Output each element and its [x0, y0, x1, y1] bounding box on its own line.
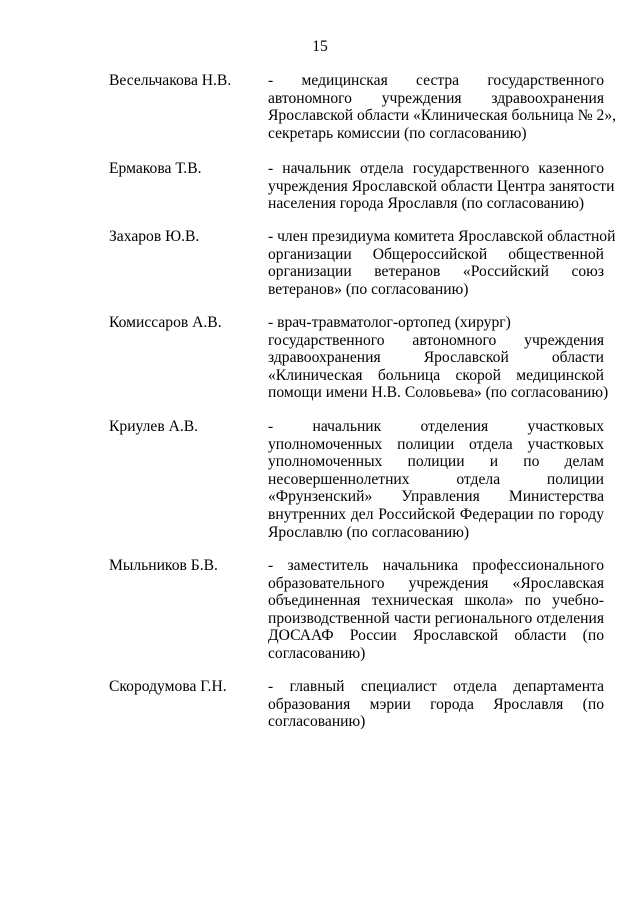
description-line: уполномоченных полиции и по делам: [268, 453, 604, 471]
member-description: [268, 418, 604, 541]
member-name: Скородумова Г.Н.: [109, 678, 227, 695]
description-line: учреждения Ярославской области Центра занятости: [268, 177, 615, 195]
description-line: - медицинская сестра государственного: [268, 72, 604, 89]
description-line: уполномоченных полиции отдела участковых: [268, 435, 604, 453]
description-line: ветеранов» (по согласованию): [268, 280, 469, 298]
description-line: - начальник отделения участковых: [268, 418, 604, 435]
member-name: Криулев А.В.: [109, 418, 199, 435]
description-line: Ярославлю (по согласованию): [268, 523, 470, 541]
description-line: организации Общероссийской общественной: [268, 245, 604, 263]
description-line: «Фрунзенский» Управления Министерства: [268, 488, 604, 506]
member-description: [268, 678, 604, 731]
description-line: автономного учреждения здравоохранения: [268, 89, 604, 107]
member-description: [268, 557, 604, 663]
description-line: ДОСААФ России Ярославской области (по: [268, 627, 604, 645]
member-description: [268, 314, 609, 402]
member-name: Весельчакова Н.В.: [109, 72, 232, 89]
description-line: производственной части регионального отделения: [268, 609, 604, 627]
description-line: - главный специалист отдела департамента: [268, 678, 604, 695]
description-line: Ярославской области «Клиническая больница № 2»,: [268, 107, 617, 125]
member-name: Комиссаров А.В.: [109, 314, 222, 331]
description-line: согласованию): [268, 644, 366, 662]
description-line: объединенная техническая школа» по учебно-: [268, 592, 604, 610]
description-line: организации ветеранов «Российский союз: [268, 263, 604, 281]
description-line: здравоохранения Ярославской области: [268, 349, 604, 367]
description-line: - врач-травматолог-ортопед (хирург): [268, 314, 511, 331]
description-line: «Клиническая больница скорой медицинской: [268, 366, 604, 384]
member-name: Захаров Ю.В.: [109, 228, 200, 245]
page-number: 15: [312, 38, 328, 55]
description-line: несовершеннолетних отдела полиции: [268, 470, 604, 488]
description-line: государственного автономного учреждения: [268, 331, 604, 349]
description-line: - член президиума комитета Ярославской областной: [268, 228, 616, 245]
member-description: [268, 72, 617, 142]
description-line: помощи имени Н.В. Соловьева» (по согласованию): [268, 384, 609, 402]
description-line: секретарь комиссии (по согласованию): [268, 124, 527, 142]
member-description: [268, 228, 616, 298]
member-description: [268, 160, 615, 213]
description-line: внутренних дел Российской Федерации по городу: [268, 505, 604, 523]
description-line: - заместитель начальника профессионального: [268, 557, 604, 574]
description-line: согласованию): [268, 713, 366, 731]
description-line: образования мэрии города Ярославля (по: [268, 695, 604, 713]
member-name: Ермакова Т.В.: [109, 160, 202, 177]
description-line: - начальник отдела государственного казенного: [268, 160, 604, 177]
description-line: образовательного учреждения «Ярославская: [268, 574, 604, 592]
description-line: населения города Ярославля (по согласованию): [268, 195, 585, 213]
member-name: Мыльников Б.В.: [109, 557, 218, 574]
